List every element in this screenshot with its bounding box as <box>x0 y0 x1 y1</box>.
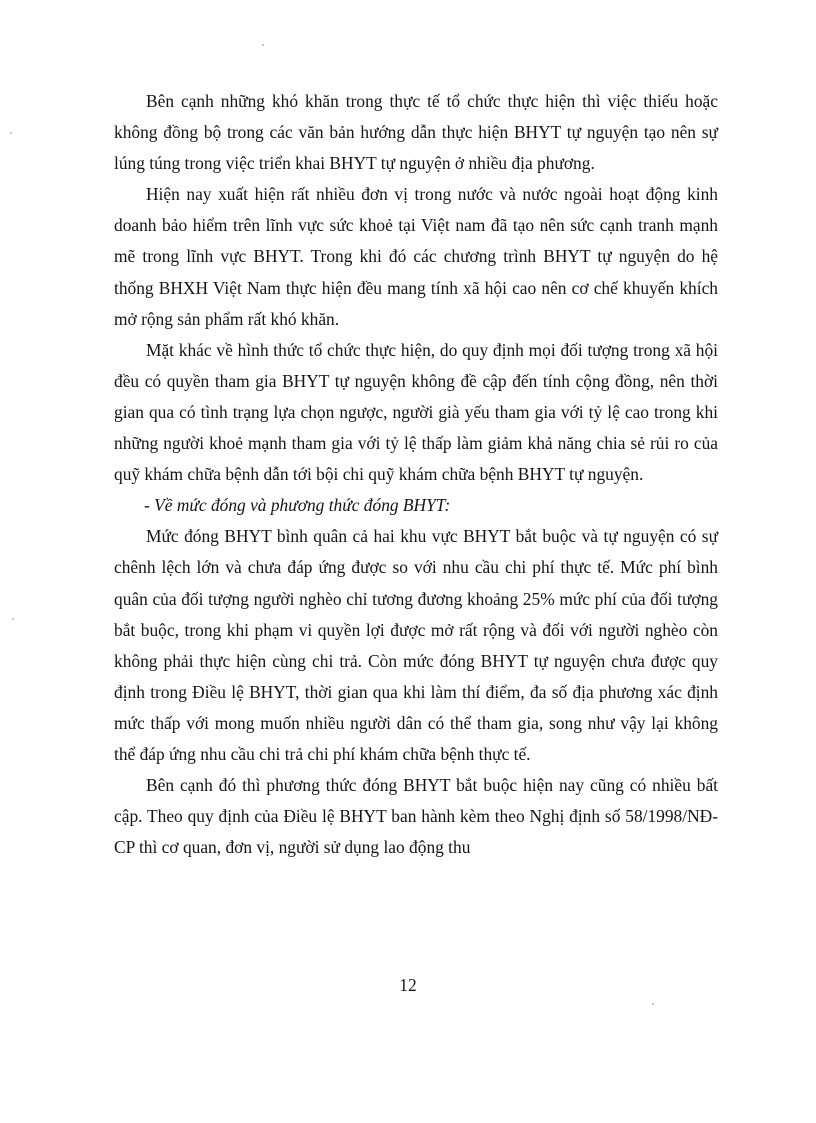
scan-speck <box>10 132 12 134</box>
paragraph: Mức đóng BHYT bình quân cả hai khu vực BHYT bắt buộc và tự nguyện có sự chênh lệch lớn và chưa đáp ứng được so với nhu cầu chi phí thực tế. Mức phí bình quân của đối tượng người nghèo chỉ tương đương khoảng 25% mức phí của đối tượng bắt buộc, trong khi phạm vi quyền lợi được mở rất rộng và đối với người nghèo còn không phải thực hiện cùng chi trả. Còn mức đóng BHYT tự nguyện chưa được quy định trong Điều lệ BHYT, thời gian qua khi làm thí điểm, đa số địa phương xác định mức thấp với mong muốn nhiều người dân có thể tham gia, song như vậy lại không thể đáp ứng nhu cầu chi trả chi phí khám chữa bệnh thực tế. <box>114 526 718 764</box>
body-text <box>114 86 718 863</box>
paragraph: Mặt khác về hình thức tổ chức thực hiện, do quy định mọi đối tượng trong xã hội đều có quyền tham gia BHYT tự nguyện không đề cập đến tính cộng đồng, nên thời gian qua có tình trạng lựa chọn ngược, người già yếu tham gia với tỷ lệ cao trong khi những người khoẻ mạnh tham gia với tỷ lệ thấp làm giảm khả năng chia sẻ rủi ro của quỹ khám chữa bệnh dẫn tới bội chi quỹ khám chữa bệnh BHYT tự nguyện. <box>114 339 718 485</box>
section-subheading: - Về mức đóng và phương thức đóng BHYT: <box>144 495 451 516</box>
paragraph: Hiện nay xuất hiện rất nhiều đơn vị trong nước và nước ngoài hoạt động kinh doanh bảo hiểm trên lĩnh vực sức khoẻ tại Việt nam đã tạo nên sức cạnh tranh mạnh mẽ trong lĩnh vực BHYT. Trong khi đó các chương trình BHYT tự nguyện do hệ thống BHXH Việt Nam thực hiện đều mang tính xã hội cao nên cơ chế khuyến khích mở rộng sản phẩm rất khó khăn. <box>114 184 718 329</box>
scan-speck <box>12 618 14 620</box>
page-number: 12 <box>399 975 417 995</box>
paragraph: Bên cạnh đó thì phương thức đóng BHYT bắt buộc hiện nay cũng có nhiều bất cập. Theo quy định của Điều lệ BHYT ban hành kèm theo Nghị định số 58/1998/NĐ-CP thì cơ quan, đơn vị, người sử dụng lao động thu <box>114 775 718 858</box>
scan-speck <box>652 1003 654 1005</box>
paragraph: Bên cạnh những khó khăn trong thực tế tổ chức thực hiện thì việc thiếu hoặc không đồng bộ trong các văn bản hướng dẫn thực hiện BHYT tự nguyện tạo nên sự lúng túng trong việc triển khai BHYT tự nguyện ở nhiều địa phương. <box>114 91 718 174</box>
scan-speck <box>262 44 264 46</box>
